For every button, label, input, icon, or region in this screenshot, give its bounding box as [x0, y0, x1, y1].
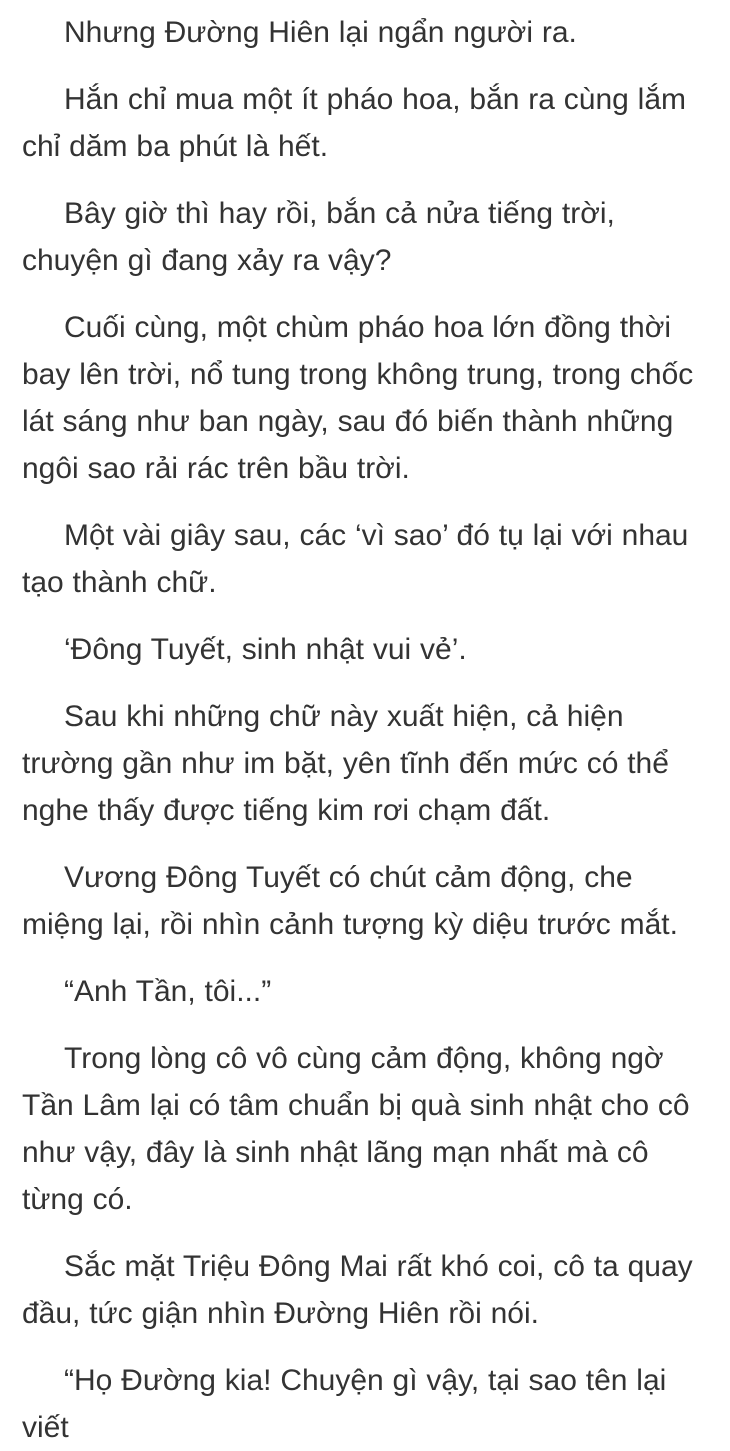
- paragraph: Trong lòng cô vô cùng cảm động, không ngờ Tần Lâm lại có tâm chuẩn bị quà sinh nhật cho cô như vậy, đây là sinh nhật lãng mạn nhất mà cô từng có.: [22, 1042, 690, 1216]
- paragraph: Sắc mặt Triệu Đông Mai rất khó coi, cô ta quay đầu, tức giận nhìn Đường Hiên rồi nói.: [22, 1250, 693, 1330]
- paragraph: Sau khi những chữ này xuất hiện, cả hiện trường gần như im bặt, yên tĩnh đến mức có thể nghe thấy được tiếng kim rơi chạm đất.: [22, 700, 669, 827]
- chapter-text: [22, 9, 710, 1451]
- paragraph: Cuối cùng, một chùm pháo hoa lớn đồng thời bay lên trời, nổ tung trong không trung, trong chốc lát sáng như ban ngày, sau đó biến thành những ngôi sao rải rác trên bầu trời.: [22, 311, 694, 485]
- paragraph: “Họ Đường kia! Chuyện gì vậy, tại sao tên lại viết: [22, 1364, 667, 1444]
- paragraph: Hắn chỉ mua một ít pháo hoa, bắn ra cùng lắm chỉ dăm ba phút là hết.: [22, 83, 687, 163]
- paragraph: Bây giờ thì hay rồi, bắn cả nửa tiếng trời, chuyện gì đang xảy ra vậy?: [22, 197, 615, 277]
- paragraph: ‘Đông Tuyết, sinh nhật vui vẻ’.: [64, 633, 467, 666]
- paragraph: Vương Đông Tuyết có chút cảm động, che miệng lại, rồi nhìn cảnh tượng kỳ diệu trước mắt.: [22, 861, 678, 941]
- paragraph: “Anh Tần, tôi...”: [64, 975, 272, 1008]
- paragraph: Một vài giây sau, các ‘vì sao’ đó tụ lại với nhau tạo thành chữ.: [22, 519, 689, 599]
- paragraph: Nhưng Đường Hiên lại ngẩn người ra.: [64, 16, 577, 49]
